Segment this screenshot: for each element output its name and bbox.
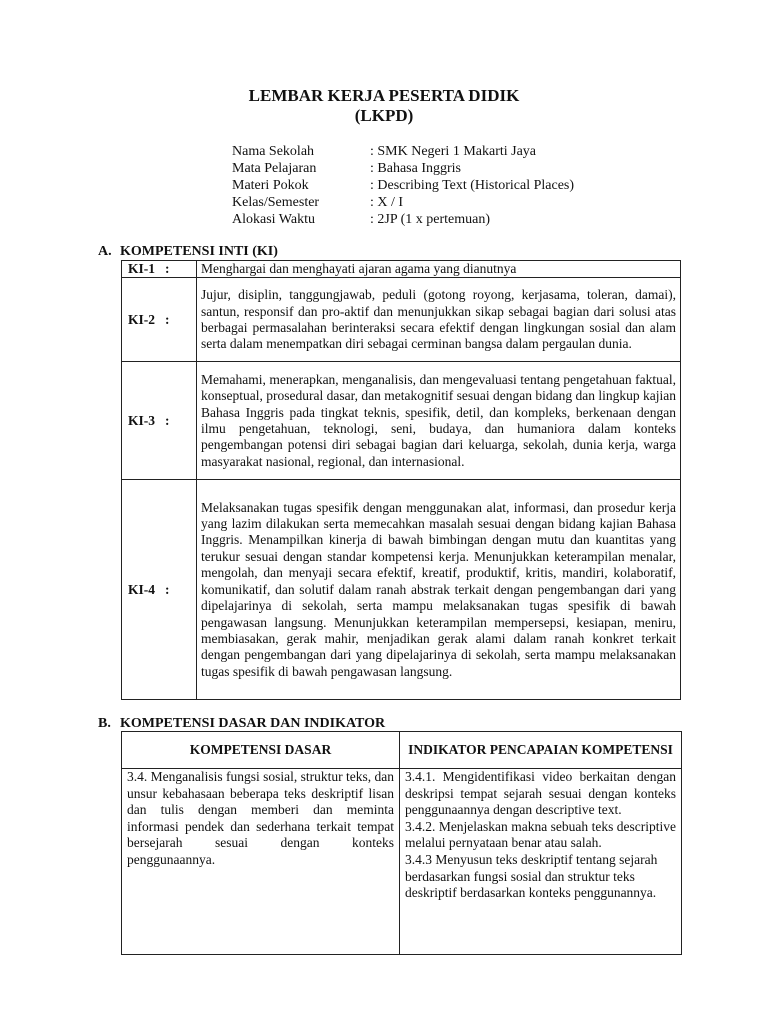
ki-code: KI-4 (128, 581, 155, 597)
ki-text: Melaksanakan tugas spesifik dengan menggunakan alat, informasi, dan prosedur kerja yang lazim dilakukan serta memecahkan masalah sesuai dengan bidang kajian Bahasa Inggris. Menampilkan kinerja di bawah bimbingan dengan mutu dan kuantitas yang terukur sesuai dengan standar kompetensi kerja. Menunjukkan keterampilan menalar, mengolah, dan menyaji secara efektif, kreatif, produktif, kritis, mandiri, kolaboratif, komunikatif, dan solutif dalam ranah abstrak terkait dengan pengembangan dari yang dipelajarinya di sekolah, serta mampu melaksanakan tugas spesifik di bawah pengawasan langsung. Menunjukkan keterampilan mempersepsi, kesiapan, meniru, membiasakan, gerak mahir, menjadikan gerak alami dalam ranah konkret terkait dengan pengembangan dari yang dipelajarinya di sekolah, serta mampu melaksanakan tugas spesifik di bawah pengawasan langsung. (197, 480, 681, 700)
info-row-subject (232, 160, 574, 177)
ki-code: KI-2 (128, 311, 155, 327)
info-row-class (232, 194, 574, 211)
info-label: Materi Pokok (232, 178, 309, 193)
indicator-cell (400, 769, 682, 955)
indicator-item: 3.4.2. Menjelaskan makna sebuah teks descriptive melalui pernyataan benar atau salah. (405, 818, 676, 851)
ki-code: KI-3 (128, 412, 155, 428)
info-label: Mata Pelajaran (232, 161, 317, 176)
identity-block (232, 143, 574, 228)
section-letter: A. (98, 244, 112, 259)
section-title: KOMPETENSI INTI (KI) (120, 244, 278, 259)
ki-row (122, 261, 681, 278)
basic-competency-text: 3.4. Menganalisis fungsi sosial, struktur teks, dan unsur kebahasaan beberapa teks deskriptif lisan dan tulis dengan memberi dan meminta informasi pendek dan sederhana terkait tempat bersejarah sesuai dengan konteks penggunaannya. (122, 769, 400, 955)
section-a-heading (98, 243, 278, 260)
ki-text: Menghargai dan menghayati ajaran agama yang dianutnya (197, 261, 681, 278)
section-title: KOMPETENSI DASAR DAN INDIKATOR (120, 716, 386, 731)
info-value: : Describing Text (Historical Places) (370, 178, 575, 193)
ki-code-cell (122, 480, 197, 700)
ki-code-cell (122, 362, 197, 480)
ki-code: KI-1 (128, 261, 155, 277)
ki-colon: : (165, 581, 170, 597)
table-header-row (122, 732, 682, 769)
info-value: : 2JP (1 x pertemuan) (370, 212, 491, 227)
indicator-item: 3.4.1. Mengidentifikasi video berkaitan dengan deskripsi tempat sejarah sesuai dengan konteks penggunaannya dengan descriptive text. (405, 769, 676, 818)
info-value: : SMK Negeri 1 Makarti Jaya (370, 144, 537, 159)
ki-text: Jujur, disiplin, tanggungjawab, peduli (gotong royong, kerjasama, toleran, damai), santun, responsif dan pro-aktif dan menunjukkan sikap sebagai bagian dari solusi atas berbagai permasalahan berinteraksi secara efektif dengan lingkungan sosial dan alam serta dalam menempatkan diri sebagai cerminan bangsa dalam pergaulan dunia. (197, 278, 681, 362)
info-value: : X / I (370, 195, 404, 210)
info-label: Kelas/Semester (232, 195, 320, 210)
ki-code-cell (122, 261, 197, 278)
info-value: : Bahasa Inggris (370, 161, 461, 176)
ki-code-cell (122, 278, 197, 362)
ki-row (122, 480, 681, 700)
core-competency-table (121, 260, 681, 700)
info-label: Alokasi Waktu (232, 212, 315, 227)
info-row-topic (232, 177, 574, 194)
section-letter: B. (98, 716, 111, 731)
document-subtitle: (LKPD) (354, 106, 414, 125)
table-row (122, 769, 682, 955)
info-row-time (232, 211, 574, 228)
ki-colon: : (165, 261, 170, 277)
basic-competency-table (121, 731, 682, 955)
ki-colon: : (165, 412, 170, 428)
indicator-item: 3.4.3 Menyusun teks deskriptif tentang sejarah berdasarkan fungsi sosial dan struktur teks deskriptif berdasarkan konteks penggunannya. (405, 851, 658, 901)
info-label: Nama Sekolah (232, 144, 315, 159)
ki-row (122, 362, 681, 480)
indicator-column-header: INDIKATOR PENCAPAIAN KOMPETENSI (400, 732, 682, 769)
ki-colon: : (165, 311, 170, 327)
section-b-heading (98, 715, 385, 732)
ki-row (122, 278, 681, 362)
info-row-school (232, 143, 574, 160)
document-title: LEMBAR KERJA PESERTA DIDIK (248, 86, 520, 105)
kd-column-header: KOMPETENSI DASAR (122, 732, 400, 769)
ki-text: Memahami, menerapkan, menganalisis, dan mengevaluasi tentang pengetahuan faktual, konseptual, prosedural dasar, dan metakognitif sesuai dengan bidang dan lingkup kajian Bahasa Inggris pada tingkat teknis, spesifik, detil, dan kompleks, berkenaan dengan ilmu pengetahuan, teknologi, seni, budaya, dan humaniora dalam konteks pengembangan potensi diri sebagai bagian dari keluarga, sekolah, dunia kerja, warga masyarakat nasional, regional, dan internasional. (197, 362, 681, 480)
